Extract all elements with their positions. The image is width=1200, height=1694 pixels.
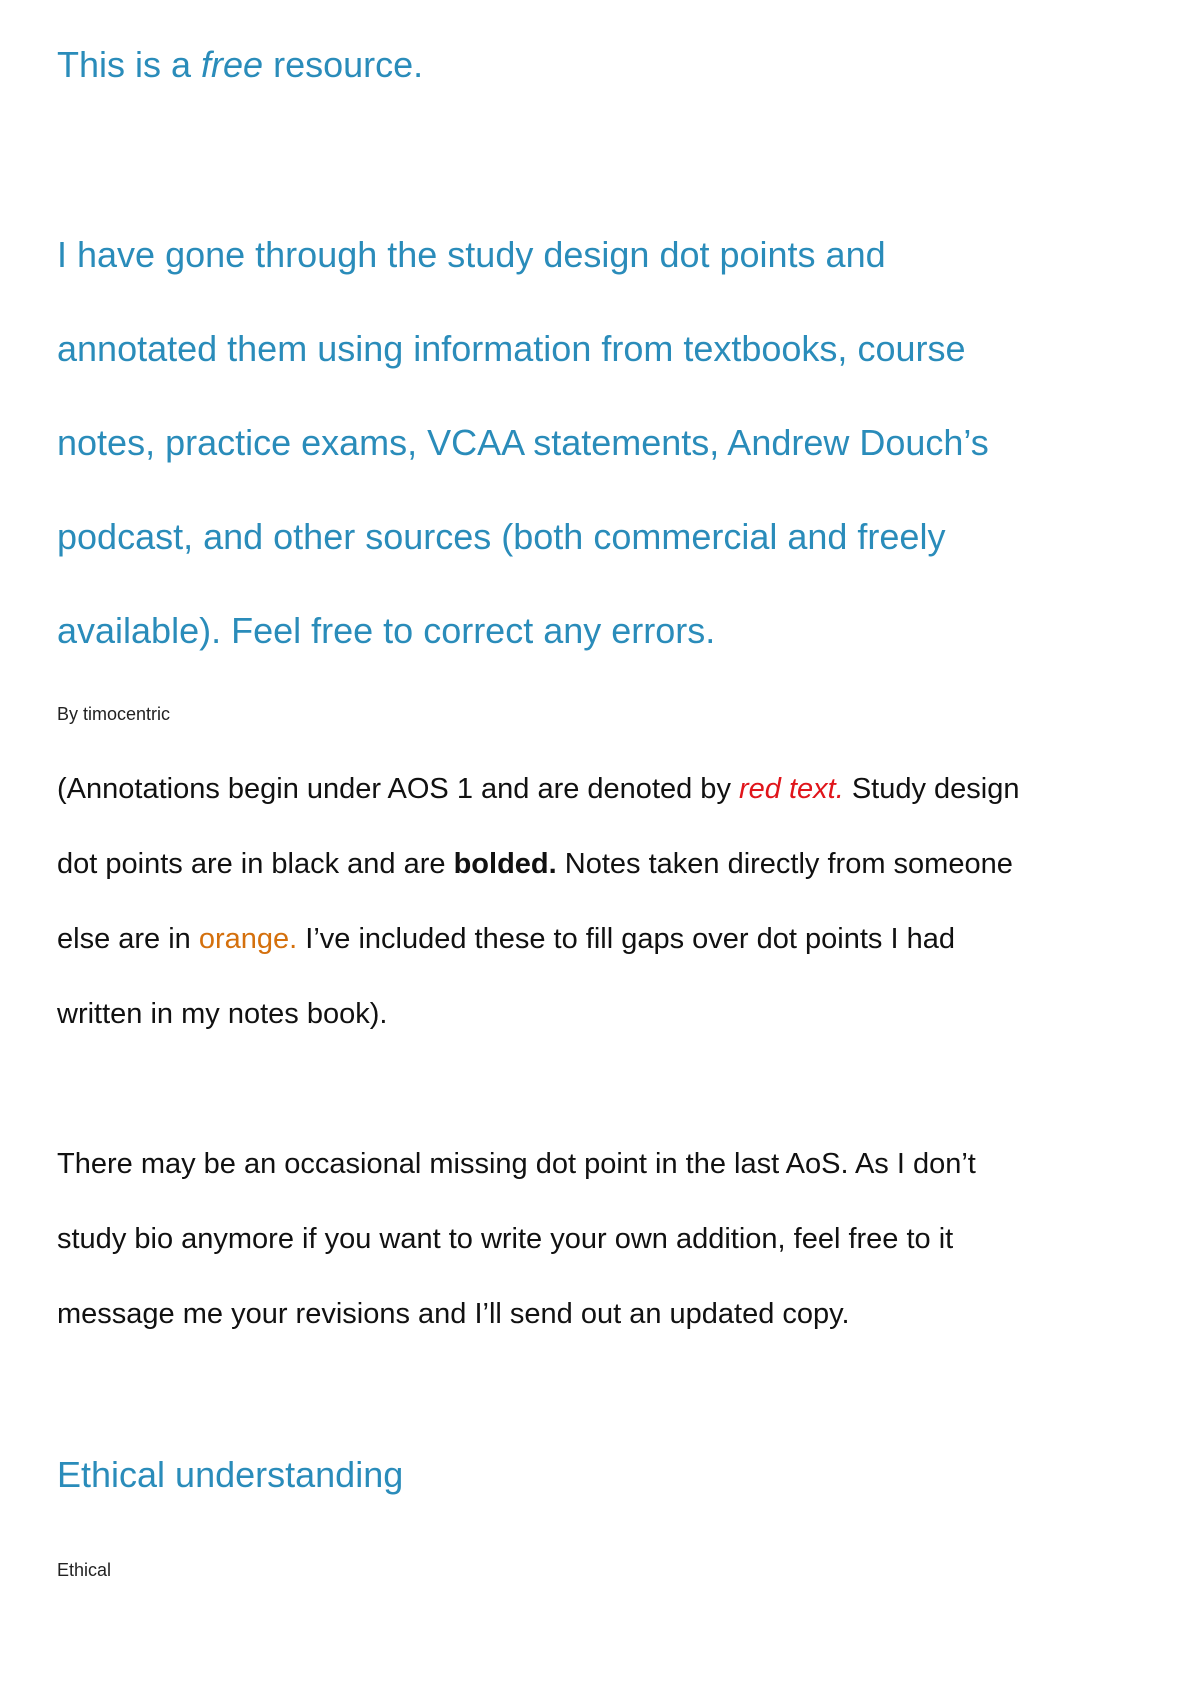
annotations-text: Notes taken directly from someone bbox=[556, 848, 1013, 880]
orange-text-sample: orange. bbox=[198, 923, 298, 955]
annotations-text: I’ve included these to fill gaps over dot points I had bbox=[297, 923, 955, 955]
red-text-sample: red text. bbox=[739, 773, 844, 805]
annotations-line-3 bbox=[57, 902, 1177, 977]
annotations-line-2 bbox=[57, 827, 1177, 902]
headline-end: resource. bbox=[263, 44, 424, 85]
annotations-note bbox=[57, 752, 1177, 1052]
revisions-line: message me your revisions and I’ll send out an updated copy. bbox=[57, 1298, 850, 1330]
revisions-note bbox=[57, 1127, 1177, 1352]
intro-line: notes, practice exams, VCAA statements, Andrew Douch’s bbox=[57, 422, 989, 463]
intro-paragraph bbox=[57, 208, 1177, 678]
annotations-text: dot points are in black and are bbox=[57, 848, 454, 880]
intro-line: podcast, and other sources (both commercial and freely bbox=[57, 516, 946, 557]
intro-line: I have gone through the study design dot points and bbox=[57, 234, 886, 275]
page-headline bbox=[57, 40, 423, 90]
annotations-text: Study design bbox=[843, 773, 1020, 805]
bold-text-sample: bolded. bbox=[453, 848, 557, 880]
author-byline: By timocentric bbox=[57, 704, 171, 724]
annotations-text: (Annotations begin under AOS 1 and are denoted by bbox=[57, 773, 739, 805]
headline-start: This is a bbox=[57, 44, 202, 85]
intro-line: available). Feel free to correct any errors. bbox=[57, 610, 716, 651]
section-label: Ethical bbox=[57, 1560, 112, 1580]
revisions-line: There may be an occasional missing dot point in the last AoS. As I don’t bbox=[57, 1148, 976, 1180]
intro-line: annotated them using information from textbooks, course bbox=[57, 328, 966, 369]
headline-emphasis: free bbox=[201, 44, 264, 85]
revisions-line: study bio anymore if you want to write your own addition, feel free to it bbox=[57, 1223, 954, 1255]
section-heading: Ethical understanding bbox=[57, 1454, 404, 1495]
annotations-line-4: written in my notes book). bbox=[57, 998, 388, 1030]
annotations-text: else are in bbox=[57, 923, 199, 955]
annotations-line-1 bbox=[57, 752, 1177, 827]
